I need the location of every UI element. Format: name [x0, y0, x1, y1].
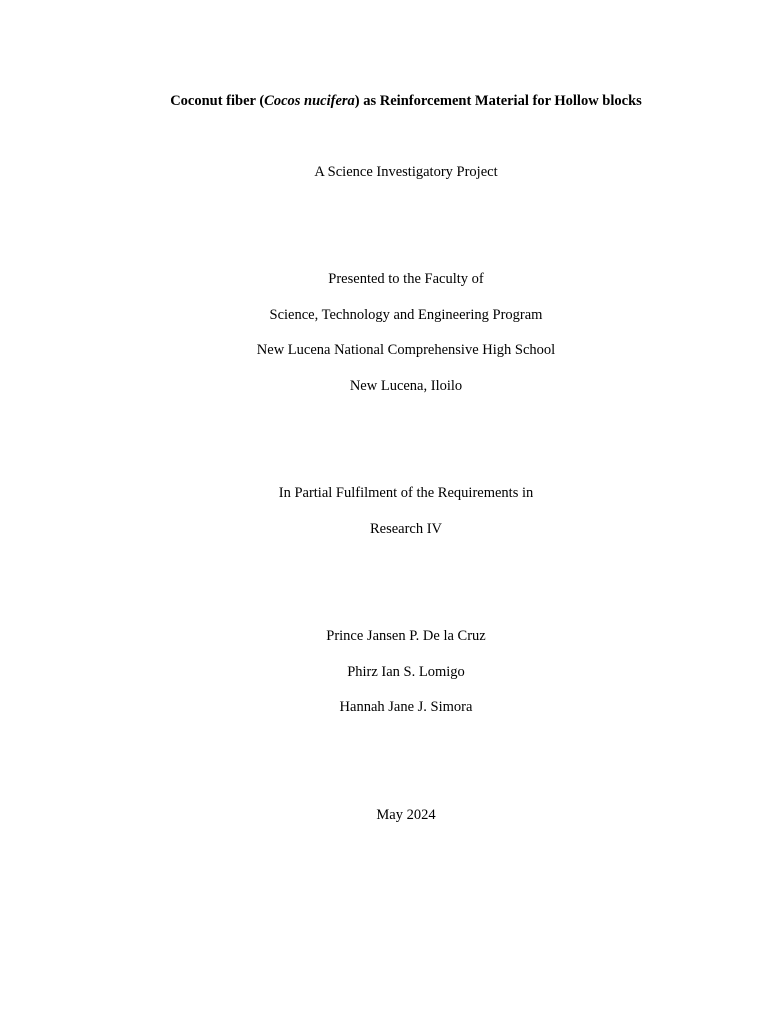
location-line: New Lucena, Iloilo	[349, 378, 463, 394]
title-prefix: Coconut fiber (	[170, 93, 265, 109]
author-1: Prince Jansen P. De la Cruz	[326, 628, 486, 644]
presented-to-line: Presented to the Faculty of	[328, 271, 484, 287]
document-title	[90, 93, 722, 110]
author-2: Phirz Ian S. Lomigo	[347, 664, 465, 680]
school-line: New Lucena National Comprehensive High School	[256, 342, 556, 358]
requirements-line: In Partial Fulfilment of the Requirements in	[278, 485, 534, 501]
project-type: A Science Investigatory Project	[314, 164, 498, 180]
course-line: Research IV	[369, 521, 443, 537]
title-suffix: ) as Reinforcement Material for Hollow blocks	[354, 93, 642, 109]
document-date: May 2024	[376, 807, 436, 823]
program-line: Science, Technology and Engineering Program	[269, 307, 543, 323]
scientific-name: Cocos nucifera	[264, 93, 355, 109]
author-3: Hannah Jane J. Simora	[339, 699, 473, 715]
